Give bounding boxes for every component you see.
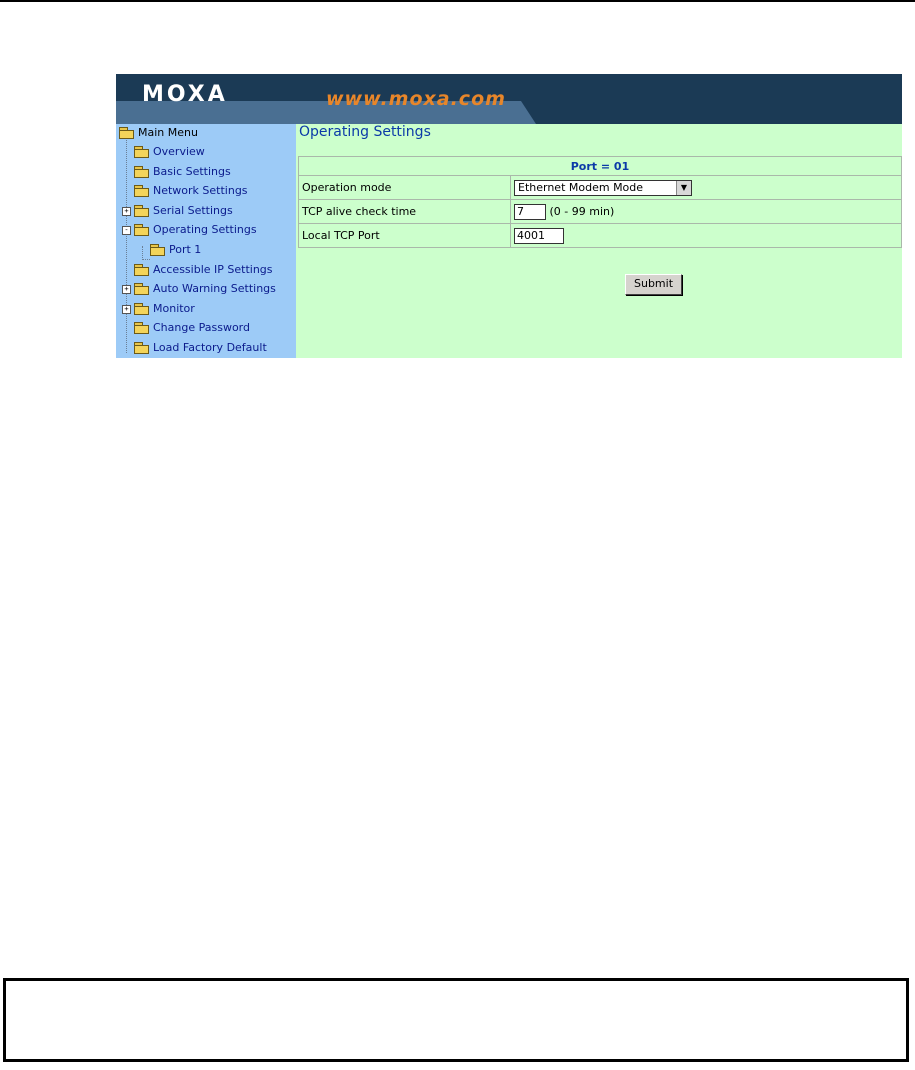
page-title: Operating Settings — [299, 124, 431, 140]
sidebar-item-overview[interactable] — [134, 142, 205, 161]
local-tcp-port-cell — [511, 224, 902, 248]
site-url: www.moxa.com — [326, 88, 506, 110]
folder-icon — [150, 244, 165, 255]
operation-mode-cell — [511, 176, 902, 200]
folder-icon — [134, 205, 149, 216]
sidebar-item-label: Load Factory Default — [153, 341, 267, 354]
sidebar-tree — [116, 124, 296, 358]
sidebar-item-basic-settings[interactable] — [134, 162, 231, 181]
expand-icon[interactable]: + — [122, 305, 131, 314]
sidebar-item-accessible-ip-settings[interactable] — [134, 260, 273, 279]
settings-table — [298, 156, 902, 248]
sidebar-item-main-menu[interactable] — [119, 123, 198, 142]
sidebar-item-label: Overview — [153, 145, 205, 158]
sidebar-item-operating-settings[interactable] — [134, 220, 257, 239]
sidebar-item-label: Operating Settings — [153, 223, 257, 236]
sidebar-item-label: Network Settings — [153, 184, 248, 197]
chevron-down-icon[interactable]: ▼ — [676, 181, 691, 195]
sidebar-item-monitor[interactable] — [134, 299, 195, 318]
folder-icon — [134, 185, 149, 196]
sidebar-item-label: Main Menu — [138, 126, 198, 139]
banner-notch — [521, 101, 536, 124]
local-tcp-port-input[interactable]: 4001 — [514, 228, 564, 244]
sidebar-item-label: Change Password — [153, 321, 250, 334]
sidebar-item-label: Serial Settings — [153, 204, 233, 217]
page-top-rule — [0, 0, 915, 2]
table-row — [299, 157, 902, 176]
web-console-screenshot — [116, 74, 902, 358]
operation-mode-label: Operation mode — [299, 176, 511, 200]
sidebar-item-label: Port 1 — [169, 243, 202, 256]
folder-icon — [134, 303, 149, 314]
sidebar-item-port-1[interactable] — [150, 240, 201, 259]
collapse-icon[interactable]: - — [122, 226, 131, 235]
main-panel — [296, 124, 902, 358]
sidebar-item-serial-settings[interactable] — [134, 201, 233, 220]
table-row — [299, 176, 902, 200]
folder-icon — [134, 322, 149, 333]
tree-line — [142, 246, 143, 260]
operation-mode-select[interactable] — [514, 180, 692, 196]
sidebar-item-label: Auto Warning Settings — [153, 282, 276, 295]
submit-button[interactable]: Submit — [625, 274, 682, 295]
expand-icon[interactable]: + — [122, 285, 131, 294]
folder-icon — [134, 146, 149, 157]
folder-icon — [134, 283, 149, 294]
sidebar-item-label: Basic Settings — [153, 165, 231, 178]
sidebar-item-change-password[interactable] — [134, 318, 250, 337]
sidebar-item-network-settings[interactable] — [134, 181, 248, 200]
folder-open-icon — [119, 127, 134, 138]
folder-icon — [134, 342, 149, 353]
sidebar-item-auto-warning-settings[interactable] — [134, 279, 276, 298]
sidebar-item-load-factory-default[interactable] — [134, 338, 267, 357]
table-row — [299, 200, 902, 224]
tcp-alive-label: TCP alive check time — [299, 200, 511, 224]
tcp-alive-cell — [511, 200, 902, 224]
tree-line — [126, 138, 127, 353]
local-tcp-port-label: Local TCP Port — [299, 224, 511, 248]
folder-open-icon — [134, 224, 149, 235]
header-banner — [116, 74, 902, 124]
folder-icon — [134, 166, 149, 177]
sidebar-item-label: Monitor — [153, 302, 195, 315]
sidebar-item-label: Accessible IP Settings — [153, 263, 273, 276]
expand-icon[interactable]: + — [122, 207, 131, 216]
banner-band-right — [536, 101, 902, 124]
tcp-alive-hint: (0 - 99 min) — [549, 204, 615, 218]
folder-icon — [134, 264, 149, 275]
table-row — [299, 224, 902, 248]
moxa-logo: MOXA — [142, 82, 228, 107]
port-header: Port = 01 — [299, 157, 902, 176]
note-box — [3, 978, 909, 1062]
tcp-alive-input[interactable]: 7 — [514, 204, 546, 220]
operation-mode-value: Ethernet Modem Mode — [518, 181, 644, 194]
